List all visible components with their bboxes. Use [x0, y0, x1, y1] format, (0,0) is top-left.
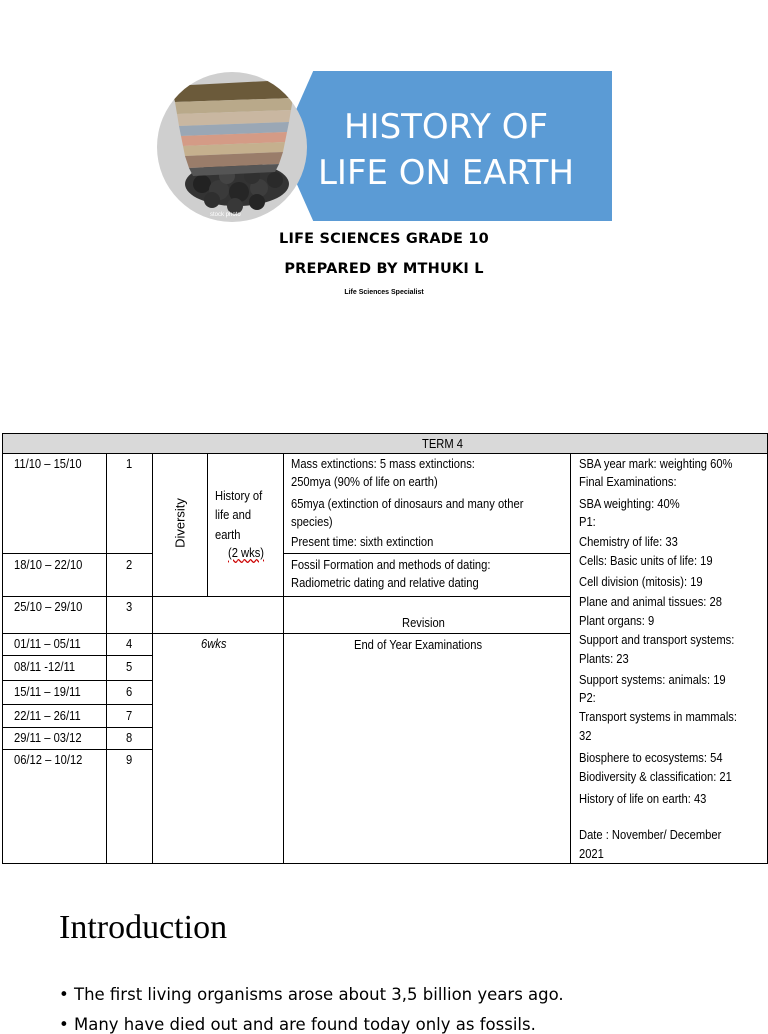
- topic-line: earth: [215, 527, 241, 542]
- section-heading: Introduction: [59, 909, 228, 946]
- week-dates: 25/10 – 29/10: [14, 599, 83, 614]
- exam-duration: 6wks: [201, 636, 227, 651]
- notes-line: 2021: [579, 846, 604, 861]
- topic-line: life and: [215, 507, 252, 522]
- content-line: Radiometric dating and relative dating: [291, 575, 479, 590]
- notes-line: Support systems: animals: 19: [579, 672, 726, 687]
- term-label: TERM 4: [422, 436, 463, 451]
- week-dates: 18/10 – 22/10: [14, 557, 83, 572]
- revision-label: Revision: [402, 615, 445, 630]
- notes-line: Chemistry of life: 33: [579, 534, 678, 549]
- bullet-icon: •: [59, 1015, 74, 1034]
- week-dates: 29/11 – 03/12: [14, 730, 82, 745]
- notes-line: SBA year mark: weighting 60%: [579, 456, 733, 471]
- week-number: 9: [126, 752, 133, 767]
- subtitle-author: PREPARED BY MTHUKI L: [284, 261, 484, 277]
- term-schedule-table: [2, 433, 768, 864]
- exams-label: End of Year Examinations: [354, 637, 483, 652]
- notes-line: 32: [579, 728, 592, 743]
- title-line-2: LIFE ON EARTH: [317, 153, 575, 193]
- topic-duration: (2 wks): [228, 545, 265, 560]
- week-dates: 08/11 -12/11: [14, 659, 76, 674]
- week-number: 8: [126, 730, 133, 745]
- week-dates: 06/12 – 10/12: [14, 752, 83, 767]
- week-dates: 01/11 – 05/11: [14, 636, 81, 651]
- week-number: 6: [126, 684, 133, 699]
- week-number: 5: [126, 659, 133, 674]
- content-line: species): [291, 514, 333, 529]
- notes-line: Final Examinations:: [579, 474, 677, 489]
- week-number: 1: [126, 456, 133, 471]
- notes-line: Biosphere to ecosystems: 54: [579, 750, 723, 765]
- page-title: [296, 104, 596, 196]
- subtitle-grade: LIFE SCIENCES GRADE 10: [279, 231, 489, 247]
- subtitle-role: Life Sciences Specialist: [344, 289, 424, 296]
- week-number: 3: [126, 599, 133, 614]
- topic-line: History of: [215, 488, 263, 503]
- strand-label: Diversity: [172, 498, 188, 548]
- week-number: 4: [126, 636, 133, 651]
- bullet-icon: •: [59, 985, 74, 1004]
- bullet-text: The first living organisms arose about 3,5 billion years ago.: [73, 985, 564, 1004]
- notes-line: Plane and animal tissues: 28: [579, 594, 722, 609]
- rock-strata-image: [157, 72, 307, 222]
- bullet-text: Many have died out and are found today only as fossils.: [73, 1015, 536, 1034]
- term-header-row: [2, 433, 768, 453]
- week-dates: 22/11 – 26/11: [14, 708, 81, 723]
- notes-line: Plants: 23: [579, 651, 629, 666]
- photo-credit: stock photo: [210, 212, 241, 218]
- notes-line: History of life on earth: 43: [579, 791, 707, 806]
- notes-line: Plant organs: 9: [579, 613, 655, 628]
- content-line: Mass extinctions: 5 mass extinctions:: [291, 456, 475, 471]
- notes-line: P1:: [579, 514, 596, 529]
- content-line: 65mya (extinction of dinosaurs and many other: [291, 496, 524, 511]
- week-dates: 11/10 – 15/10: [14, 456, 82, 471]
- notes-line: Cells: Basic units of life: 19: [579, 553, 713, 568]
- week-dates: 15/11 – 19/11: [14, 684, 81, 699]
- title-line-1: HISTORY OF: [343, 107, 549, 147]
- content-line: 250mya (90% of life on earth): [291, 474, 438, 489]
- bullet-item: [59, 1015, 536, 1034]
- content-line: Present time: sixth extinction: [291, 534, 434, 549]
- content-line: Fossil Formation and methods of dating:: [291, 557, 491, 572]
- notes-line: P2:: [579, 690, 596, 705]
- bullet-item: [59, 985, 564, 1004]
- notes-line: Date : November/ December: [579, 827, 722, 842]
- notes-line: SBA weighting: 40%: [579, 496, 680, 511]
- notes-line: Biodiversity & classification: 21: [579, 769, 732, 784]
- notes-line: Support and transport systems:: [579, 632, 735, 647]
- week-number: 7: [126, 708, 133, 723]
- notes-line: Cell division (mitosis): 19: [579, 574, 703, 589]
- notes-line: Transport systems in mammals:: [579, 709, 738, 724]
- week-number: 2: [126, 557, 133, 572]
